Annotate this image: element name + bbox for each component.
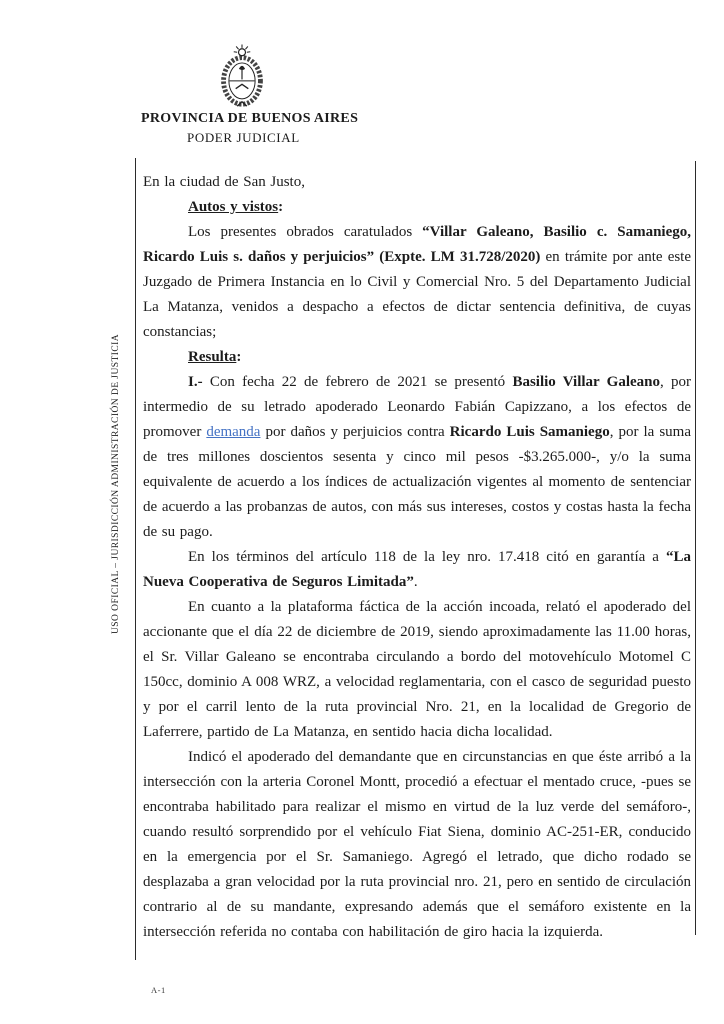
header-subtitle: PODER JUDICIAL: [187, 130, 300, 145]
text-run: Resulta: [188, 349, 237, 365]
document-body: [143, 170, 691, 945]
text-run: , por la suma de tres millones doscientos sesenta y cinco mil pesos -$3.265.000-, y/o la suma equivalente de acuerdo a los índices de actualización vigentes al momento de sentenciar de acuerdo a las probanzas de autos, con más sus intereses, costos y costas hasta la fecha de su pago.: [143, 424, 691, 540]
text-run: Los presentes obrados caratulados: [188, 224, 423, 240]
coat-of-arms-icon: [213, 44, 271, 110]
text-run: En los términos del artículo 118 de la ley nro. 17.418 citó en garantía a: [188, 549, 666, 565]
text-run: Autos y vistos: [188, 199, 279, 215]
text-run: En la ciudad de San Justo,: [143, 174, 305, 190]
paragraph: [143, 545, 691, 595]
header-institution: PROVINCIA DE BUENOS AIRES: [141, 111, 359, 126]
text-run: .: [413, 574, 418, 590]
demanda-link[interactable]: demanda: [206, 424, 261, 440]
text-run: en trámite por ante este Juzgado de Primera Instancia en lo Civil y Comercial Nro. 5 del Departamento Judicial La Matanza, venidos a despacho a efectos de dictar sentencia definitiva, de cuyas constancias;: [143, 249, 692, 340]
text-run: Basilio Villar Galeano: [512, 374, 660, 390]
left-margin-rule: [135, 158, 136, 960]
section-heading: [143, 195, 691, 220]
text-run: Indicó el apoderado del demandante que en circunstancias en que éste arribó a la intersección con la arteria Coronel Montt, procedió a efectuar el mentado cruce, -pues se encontraba habilitado para realizar el mismo en virtud de la luz verde del semáforo-, cuando resultó sorprendido por el vehículo Fiat Siena, dominio AC-251-ER, conducido en la emergencia por el Sr. Samaniego. Agregó el letrado, que dicho rodado se desplazaba a gran velocidad por la ruta provincial nro. 21, pero en sentido de circulación contrario al de su mandante, expresando además que el semáforo existente en la intersección referida no contaba con habilitación de giro hacia la izquierda.: [143, 749, 691, 940]
official-use-vertical-label: USO OFICIAL – JURISDICCIÓN ADMINISTRACIÓN DE JUSTICIA: [111, 333, 121, 634]
paragraph: [143, 220, 691, 345]
text-run: , por intermedio de su letrado apoderado Leonardo Fabián Capizzano, a los efectos de promover: [143, 374, 691, 440]
footer-page-code: A-1: [151, 985, 166, 995]
paragraph: [143, 170, 691, 195]
text-run: :: [236, 349, 242, 365]
paragraph: [143, 745, 691, 945]
text-run: I.-: [188, 374, 203, 390]
text-run: En cuanto a la plataforma fáctica de la acción incoada, relató el apoderado del accionante que el día 22 de diciembre de 2019, siendo aproximadamente las 11.00 horas, el Sr. Villar Galeano se encontraba circulando a bordo del motovehículo Motomel C 150cc, dominio A 008 WRZ, a velocidad reglamentaria, con el casco de seguridad puesto y por el carril lento de la ruta provincial Nro. 21, en la localidad de Gregorio de Laferrere, partido de La Matanza, en sentido hacia dicha localidad.: [143, 599, 691, 740]
text-run: “La Nueva Cooperativa de Seguros Limitada”: [143, 549, 691, 590]
paragraph: [143, 595, 691, 745]
text-run: por daños y perjuicios contra: [260, 424, 450, 440]
text-run: :: [278, 199, 284, 215]
paragraph: [143, 370, 691, 545]
text-run: (Expte. LM 31.728/2020): [379, 249, 541, 265]
right-margin-rule: [695, 161, 696, 935]
text-run: “Villar Galeano, Basilio c. Samaniego, Ricardo Luis s. daños y perjuicios”: [143, 224, 691, 265]
text-run: Ricardo Luis Samaniego: [449, 424, 610, 440]
section-heading: [143, 345, 691, 370]
text-run: Con fecha 22 de febrero de 2021 se presentó: [202, 374, 513, 390]
